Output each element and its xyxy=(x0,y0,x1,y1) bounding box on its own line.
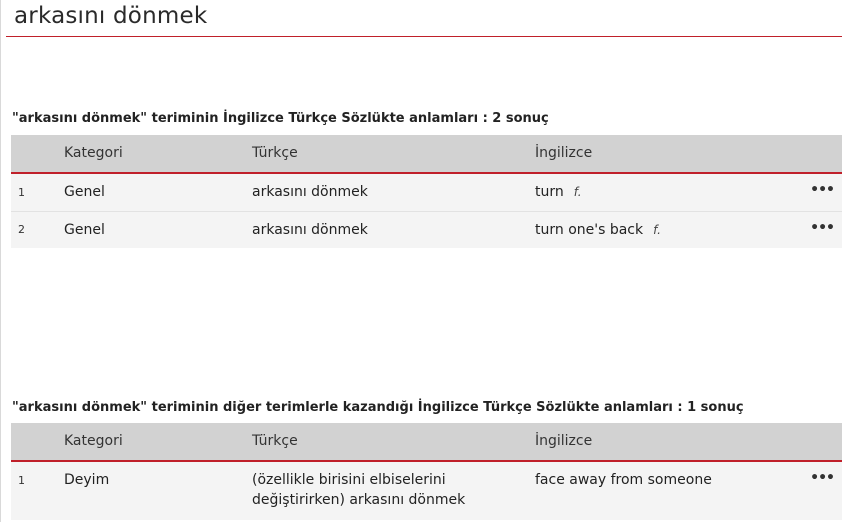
row-number: 1 xyxy=(18,186,25,199)
row-menu-icon[interactable]: ••• xyxy=(810,220,834,236)
english-term-link[interactable]: turn xyxy=(535,184,564,200)
table-row xyxy=(11,212,842,248)
row-menu-icon[interactable]: ••• xyxy=(810,182,834,198)
table-row xyxy=(11,462,842,520)
row-category: Genel xyxy=(64,184,105,200)
row-number: 2 xyxy=(18,223,25,236)
results-table-related xyxy=(11,423,842,520)
table-header xyxy=(11,423,842,462)
column-header-category[interactable]: Kategori xyxy=(64,433,123,449)
turkish-term-line-1: (özellikle birisini elbiselerini xyxy=(252,472,446,488)
row-english-term xyxy=(535,182,582,202)
row-category: Deyim xyxy=(64,472,110,488)
row-turkish-term[interactable]: arkasını dönmek xyxy=(252,184,368,200)
turkish-term-line-2: değiştirirken) arkasını dönmek xyxy=(252,492,466,508)
row-english-term[interactable]: face away from someone xyxy=(535,472,712,488)
table-header xyxy=(11,135,842,174)
part-of-speech: f. xyxy=(653,223,661,237)
row-english-term xyxy=(535,220,661,240)
part-of-speech: f. xyxy=(573,185,582,199)
table-row xyxy=(11,174,842,212)
english-term-link[interactable]: turn one's back xyxy=(535,222,644,238)
row-category: Genel xyxy=(64,222,105,238)
results-table-meanings xyxy=(11,135,842,248)
column-header-turkish[interactable]: Türkçe xyxy=(252,433,298,449)
section-heading-meanings: "arkasını dönmek" teriminin İngilizce Türkçe Sözlükte anlamları : 2 sonuç xyxy=(12,111,549,126)
row-menu-icon[interactable]: ••• xyxy=(810,470,834,486)
row-turkish-term[interactable] xyxy=(252,470,512,510)
column-header-category[interactable]: Kategori xyxy=(64,145,123,161)
column-header-turkish[interactable]: Türkçe xyxy=(252,145,298,161)
column-header-english[interactable]: İngilizce xyxy=(535,145,593,161)
row-turkish-term[interactable]: arkasını dönmek xyxy=(252,222,368,238)
section-heading-related-meanings: "arkasını dönmek" teriminin diğer terimlerle kazandığı İngilizce Türkçe Sözlükte anlamları : 1 sonuç xyxy=(12,400,744,415)
row-number: 1 xyxy=(18,474,25,487)
column-header-english[interactable]: İngilizce xyxy=(535,433,593,449)
title-divider xyxy=(6,36,842,37)
page-title: arkasını dönmek xyxy=(14,3,208,29)
